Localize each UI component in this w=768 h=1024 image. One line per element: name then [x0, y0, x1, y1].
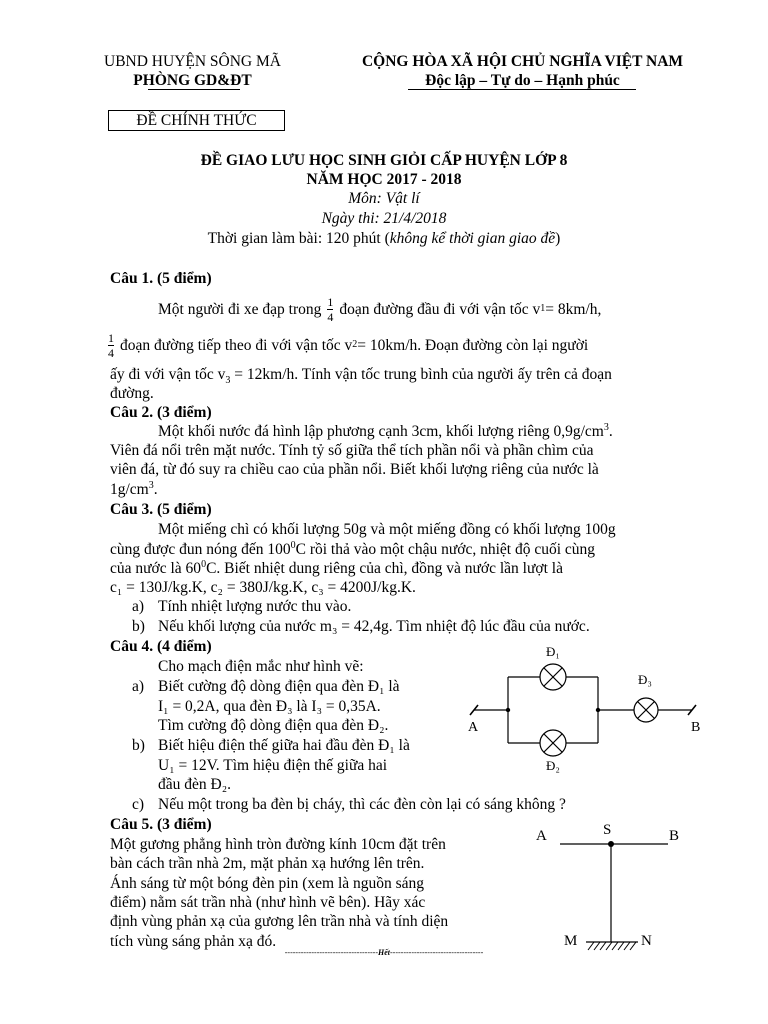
official-stamp: ĐỀ CHÍNH THỨC	[108, 110, 285, 131]
header-department: PHÒNG GD&ĐT	[133, 72, 252, 89]
header-agency: UBND HUYỆN SÔNG MÃ	[104, 53, 281, 70]
q4-item-a-line1: Biết cường độ dòng điện qua đèn Đ₁ là	[158, 678, 400, 695]
q4-item-c-label: c)	[132, 796, 145, 813]
q4-item-b-line2: U₁ = 12V. Tìm hiệu điện thế giữa hai	[158, 757, 388, 774]
q5-heading: Câu 5. (3 điểm)	[110, 816, 212, 833]
label-d2: Đ₂	[546, 758, 560, 773]
q4-heading: Câu 4. (4 điểm)	[110, 638, 212, 655]
exam-subject: Môn: Vật lí	[348, 190, 420, 207]
label-n: N	[641, 933, 652, 949]
q5-line4: điểm) nằm sát trần nhà (như hình vẽ bên). Hãy xác	[110, 894, 426, 911]
label-a: A	[536, 828, 547, 844]
q2-line3: viên đá, từ đó suy ra chiều cao của phần nổi. Biết khối lượng riêng của nước là	[110, 461, 599, 478]
q3-line3: của nước là $60^0C$. Biết nhiệt dung riêng của chì, đồng và nước lần lượt là	[110, 558, 563, 577]
q5-line3: Ánh sáng từ một bóng đèn pin (xem là nguồn sáng	[110, 875, 425, 892]
q4-item-a-line3: Tìm cường độ dòng điện qua đèn Đ₂.	[158, 717, 389, 734]
q4-item-b-line1: Biết hiệu điện thế giữa hai đầu đèn Đ₁ là	[158, 737, 410, 754]
circuit-diagram	[460, 640, 720, 780]
exam-title: ĐỀ GIAO LƯU HỌC SINH GIỎI CẤP HUYỆN LỚP 8	[200, 152, 568, 169]
label-m: M	[564, 933, 578, 949]
q1-line4: đường.	[110, 385, 154, 402]
q3-heading: Câu 3. (5 điểm)	[110, 501, 212, 518]
header-republic: CỘNG HÒA XÃ HỘI CHỦ NGHĨA VIỆT NAM	[361, 53, 684, 70]
q1-line1: Một người đi xe đạp trong $\frac{1}{4}$ đoạn đường đầu đi với vận tốc v 1 = 8km/h,	[158, 294, 602, 324]
q3-item-a-label: a)	[132, 598, 145, 615]
q5-line2: bàn cách trần nhà 2m, mặt phản xạ hướng lên trên.	[110, 855, 425, 872]
header-left-underline	[148, 89, 240, 90]
q4-item-a-label: a)	[132, 678, 145, 695]
exam-duration: Thời gian làm bài: 120 phút (không kể thời gian giao đề)	[207, 230, 561, 247]
fraction-quarter: $\frac{1}{4}$	[327, 294, 334, 324]
school-year: NĂM HỌC 2017 - 2018	[306, 171, 462, 188]
q4-item-c: Nếu một trong ba đèn bị cháy, thì các đèn còn lại có sáng không ?	[158, 796, 566, 813]
label-b: B	[691, 720, 701, 735]
q3-line2: cùng được đun nóng đến $100^0C$ rồi thả vào một chậu nước, nhiệt độ cuối cùng	[110, 539, 596, 558]
q4-item-b-line3: đầu đèn Đ₂.	[158, 776, 231, 793]
q2-line4: $1g/cm^3$.	[110, 479, 158, 498]
q4-item-a-line2: I₁ = 0,2A, qua đèn Đ₃ là I₃ = 0,35A.	[158, 698, 381, 715]
mirror-diagram	[528, 818, 708, 958]
exam-date: Ngày thi: 21/4/2018	[321, 210, 447, 227]
q1-heading: Câu 1. (5 điểm)	[110, 270, 212, 287]
end-marker: -----------------------------------Hết-----------------------------------	[284, 948, 484, 957]
q1-line2: $\frac{1}{4}$ đoạn đường tiếp theo đi với vận tốc v 2 = 10km/h. Đoạn đường còn lại người	[108, 330, 589, 360]
header-motto: Độc lập – Tự do – Hạnh phúc	[425, 72, 620, 89]
q3-item-b-label: b)	[132, 618, 145, 635]
header-right-underline	[408, 89, 636, 90]
q5-line6: tích vùng sáng phản xạ đó.	[110, 933, 277, 950]
q2-line2: Viên đá nổi trên mặt nước. Tính tỷ số giữa thể tích phần nổi và phần chìm của	[110, 442, 594, 459]
label-d1: Đ₁	[546, 644, 560, 659]
q3-line1: Một miếng chì có khối lượng 50g và một miếng đồng có khối lượng 100g	[158, 521, 616, 538]
q5-line5: định vùng phản xạ của gương lên trần nhà và tính diện	[110, 913, 449, 930]
fraction-quarter: $\frac{1}{4}$	[108, 330, 114, 360]
label-d3: Đ₃	[638, 672, 652, 687]
q4-intro: Cho mạch điện mắc như hình vẽ:	[158, 658, 364, 675]
label-b: B	[669, 828, 680, 844]
q3-item-a: Tính nhiệt lượng nước thu vào.	[158, 598, 352, 615]
label-a: A	[468, 720, 479, 735]
label-s: S	[603, 822, 612, 838]
q4-item-b-label: b)	[132, 737, 145, 754]
q5-line1: Một gương phẳng hình tròn đường kính 10cm đặt trên	[110, 836, 446, 853]
q2-heading: Câu 2. (3 điểm)	[110, 404, 212, 421]
q3-line4: c₁ = 130J/kg.K, c₂ = 380J/kg.K, c₃ = 4200J/kg.K.	[110, 579, 416, 596]
q2-line1: Một khối nước đá hình lập phương cạnh 3cm, khối lượng riêng $0,9g/cm^3$.	[158, 421, 613, 440]
q3-item-b: Nếu khối lượng của nước m₃ = 42,4g. Tìm nhiệt độ lúc đầu của nước.	[158, 618, 590, 635]
q1-line3: ấy đi với vận tốc $v_3 = 12km/h$. Tính vận tốc trung bình của người ấy trên cả đoạn	[110, 366, 612, 387]
